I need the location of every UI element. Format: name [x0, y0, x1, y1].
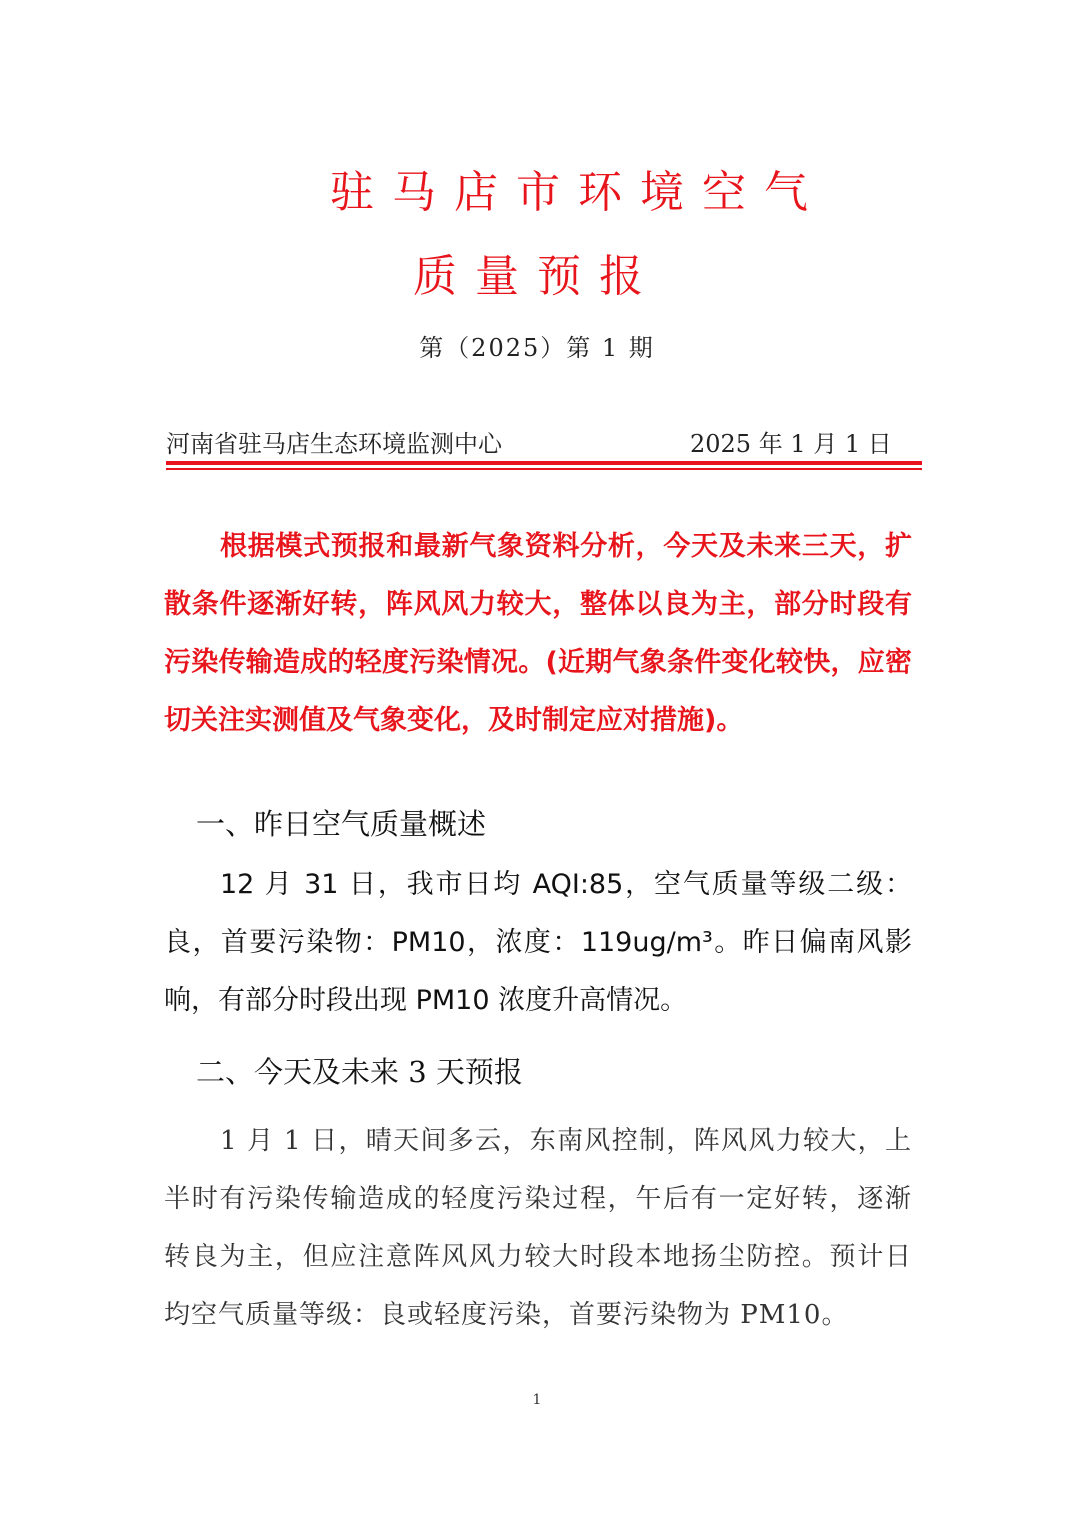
- section-heading-yesterday: 一、昨日空气质量概述: [196, 807, 487, 841]
- section-heading-forecast: 二、今天及未来 3 天预报: [196, 1055, 523, 1089]
- issuer-name: 河南省驻马店生态环境监测中心: [166, 430, 502, 458]
- issue-date: 2025 年 1 月 1 日: [690, 430, 892, 458]
- section-body-forecast: 1 月 1 日，晴天间多云，东南风控制，阵风风力较大，上半时有污染传输造成的轻度污染过程，午后有一定好转，逐渐转良为主，但应注意阵风风力较大时段本地扬尘防控。预计日均空气质量等级：良或轻度污染，首要污染物为 PM10。: [164, 1126, 912, 1330]
- page-number: 1: [532, 1392, 542, 1408]
- forecast-summary: 根据模式预报和最新气象资料分析，今天及未来三天，扩散条件逐渐好转，阵风风力较大，整体以良为主，部分时段有污染传输造成的轻度污染情况。(近期气象条件变化较快，应密切关注实测值及气象变化，及时制定应对措施)。: [164, 531, 912, 736]
- document-title-line1: 驻马店市环境空气: [330, 167, 826, 218]
- header-divider-thick: [166, 461, 922, 465]
- issue-number: 第（2025）第 1 期: [419, 334, 655, 362]
- section-body-yesterday: 12 月 31 日，我市日均 AQI:85，空气质量等级二级：良，首要污染物：PM10，浓度：119ug/m³。昨日偏南风影响，有部分时段出现 PM10 浓度升高情况。: [164, 869, 912, 1016]
- document-title-line2: 质量预报: [413, 251, 661, 302]
- header-divider-thin: [166, 468, 922, 470]
